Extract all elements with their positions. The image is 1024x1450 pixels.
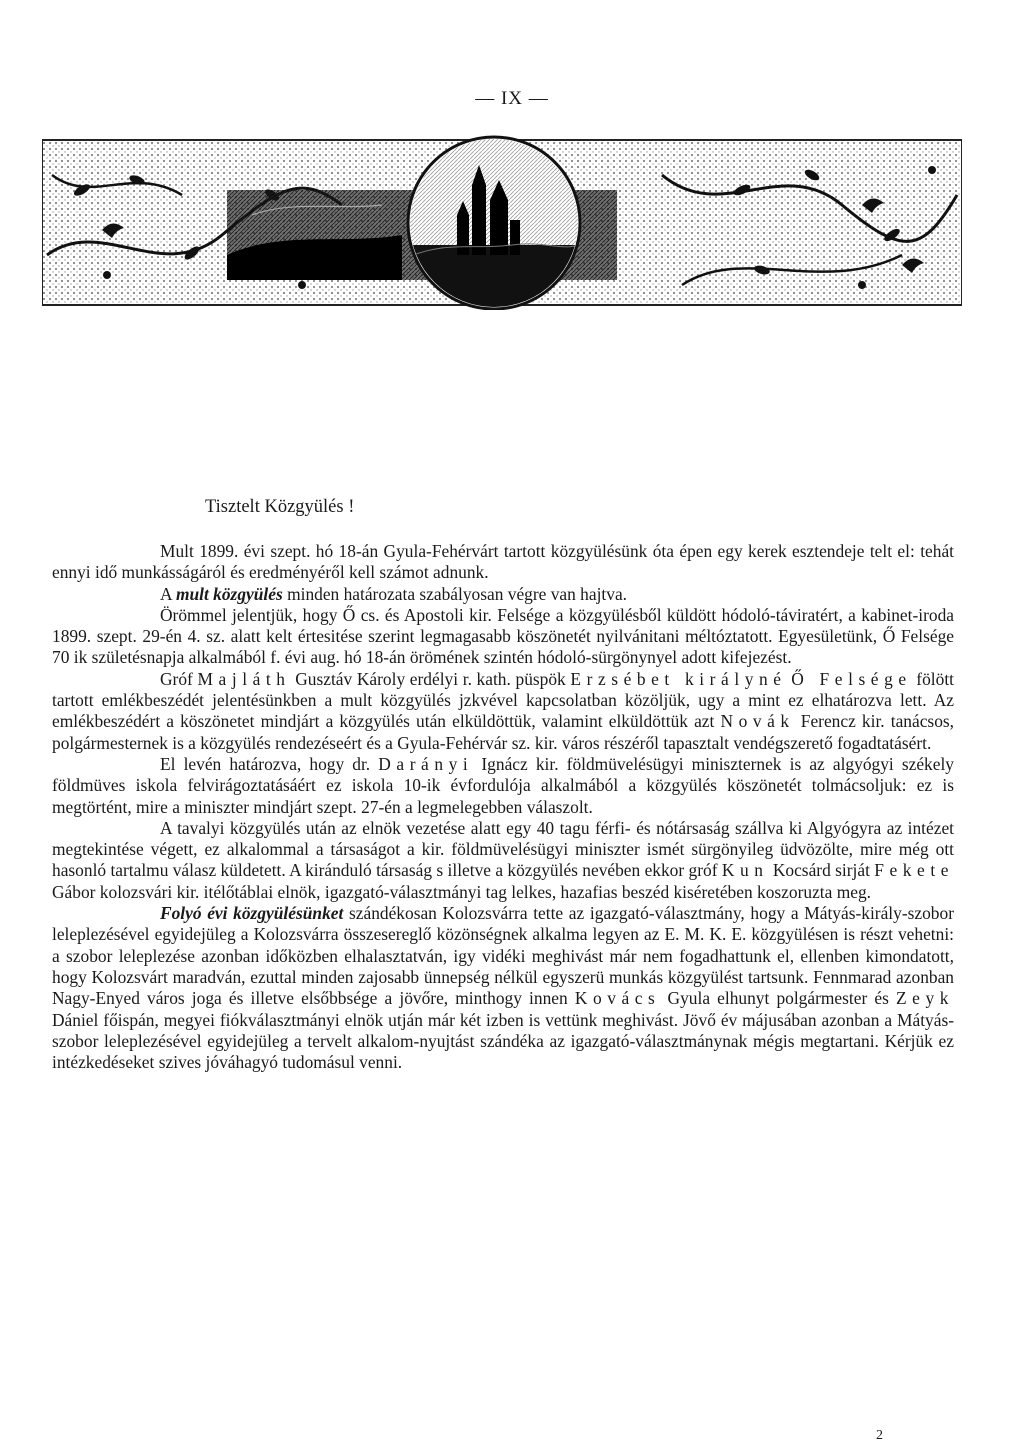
paragraph-4 bbox=[52, 669, 954, 754]
spaced-name: Darányi bbox=[378, 753, 474, 774]
paragraph-4-text: fölött tartott emlékbeszédét jelentésünkben a mult közgyülés jzkvével kapcsolatban közöljük, ugy a mint ez elhatározva lett. Az emlékbeszédért a köszönetet mindjárt a közgyülés után elküldöttük, valamint elküldöttük azt bbox=[52, 668, 954, 732]
spaced-name: Ő Felsége bbox=[791, 668, 912, 689]
paragraph-6-text: Kocsárd sirját bbox=[768, 860, 875, 881]
paragraph-2 bbox=[52, 584, 954, 605]
spaced-name: Novák bbox=[720, 711, 795, 732]
spaced-name: Kun bbox=[721, 860, 769, 881]
paragraph-4-text: Ferencz kir. tanácsos, polgármesternek is a közgyülés rendezéseért és a Gyula-Fehérvár sz. kir. város részéről tapasztalt vendégszerető fogadtatásért. bbox=[52, 711, 955, 753]
salutation: Tisztelt Közgyülés ! bbox=[205, 497, 355, 517]
spaced-name: Zeyk bbox=[895, 988, 954, 1009]
page-number: — IX — bbox=[475, 88, 549, 109]
spaced-name: Majláth bbox=[197, 668, 291, 689]
landscape-engraving-illustration bbox=[42, 135, 962, 310]
paragraph-6-text: A tavalyi közgyülés után az elnök vezetése alatt egy 40 tagu férfi- és nótársaság szállva ki Algyógyra az intézet megtekintése végett, ez alkalommal a társaságot a kir. földmüvelésügyi miniszter ismét sürgönyileg üdvözölte, mire még ott hasonló tartalmu válasz küldetett. A kiránduló társaság s illetve a közgyülés nevében ekkor gróf bbox=[52, 817, 954, 881]
paragraph-1: Mult 1899. évi szept. hó 18-án Gyula-Fehérvárt tartott közgyülésünk óta épen egy kerek esztendeje telt el: tehát ennyi idő munkásságáról és eredményéről kell számot adnunk. bbox=[52, 541, 954, 583]
paragraph-5-text: Ignácz kir. földmüvelésügyi miniszternek is az algyógyi székely földmüves iskola felvirágoztatásáért ez iskola 10-ik évfordulója alkalmából a közgyülés köszönetét tolmácsoljuk: ez is megtörtént, mire a miniszter mindjárt szept. 27-én a legmelegebben válaszolt. bbox=[52, 753, 954, 817]
decorative-banner bbox=[42, 135, 962, 310]
emphasis-text: Folyó évi közgyülésünket bbox=[160, 903, 344, 924]
paragraph-5 bbox=[52, 754, 954, 818]
paragraph-2-text: A bbox=[160, 583, 176, 604]
paragraph-5-text: El levén határozva, hogy dr. bbox=[160, 753, 379, 774]
spaced-name: Erzsébet királyné bbox=[570, 668, 787, 689]
report-body bbox=[52, 541, 954, 1073]
paragraph-4-text: Gusztáv Károly erdélyi r. kath. püspök bbox=[290, 668, 571, 689]
spaced-name: Fekete bbox=[874, 860, 955, 881]
paragraph-2-text: minden határozata szabályosan végre van hajtva. bbox=[282, 583, 628, 604]
paragraph-6 bbox=[52, 818, 954, 903]
paragraph-7 bbox=[52, 903, 954, 1073]
emphasis-text: mult közgyülés bbox=[175, 583, 283, 604]
paragraph-4-text: Gróf bbox=[160, 668, 198, 689]
signature-number: 2 bbox=[876, 1428, 883, 1443]
paragraph-6-text: Gábor kolozsvári kir. itélőtáblai elnök, igazgató-választmányi tag lelkes, hazafias beszéd kiséretében koszoruzta meg. bbox=[52, 881, 871, 902]
paragraph-7-text: szándékosan Kolozsvárra tette az igazgató-választmány, hogy a Mátyás-király-szobor leleplezésével egyidejüleg a Kolozsvárra összesereglő közönségnek alkalma legyen az E. M. K. E. közgyülésen is részt vehetni: a szobor leleplezése azonban időközben elhalasztatván, igy vidéki meghivást már nem fogadhattunk el, ellenben kimondatott, hogy Kolozsvárt maradván, ezuttal minden zajosabb ünnepség nélkül egyszerü munkás közgyülést tartsunk. Fennmarad azonban Nagy-Enyed város joga és illetve elsőbbsége a jövőre, minthogy innen bbox=[52, 903, 954, 1009]
paragraph-7-text: Gyula elhunyt polgármester és bbox=[660, 988, 896, 1009]
spaced-name: Kovács bbox=[574, 988, 661, 1009]
paragraph-7-text: Dániel főispán, megyei fiókválasztmányi elnök utján már két izben is vettünk meghivást. Jövő év májusában azonban a Mátyás-szobor leleplezésével egyidejüleg a tervelt alkalom-nyujtást szándéka az igazgató-választmánynak mégis megtartani. Kérjük ez intézkedéseket szives jóváhagyó tudomásul venni. bbox=[52, 1009, 954, 1073]
paragraph-3: Örömmel jelentjük, hogy Ő cs. és Apostoli kir. Felsége a közgyülésből küldött hódoló-táviratért, a kabinet-iroda 1899. szept. 29-én 4. sz. alatt kelt értesitése szerint legmagasabb köszönetét nyilvánitani méltóztatott. Egyesületünk, Ő Felsége 70 ik születésnapja alkalmából f. évi aug. hó 18-án örömének szintén hódoló-sürgönynyel adott kifejezést. bbox=[52, 604, 954, 668]
